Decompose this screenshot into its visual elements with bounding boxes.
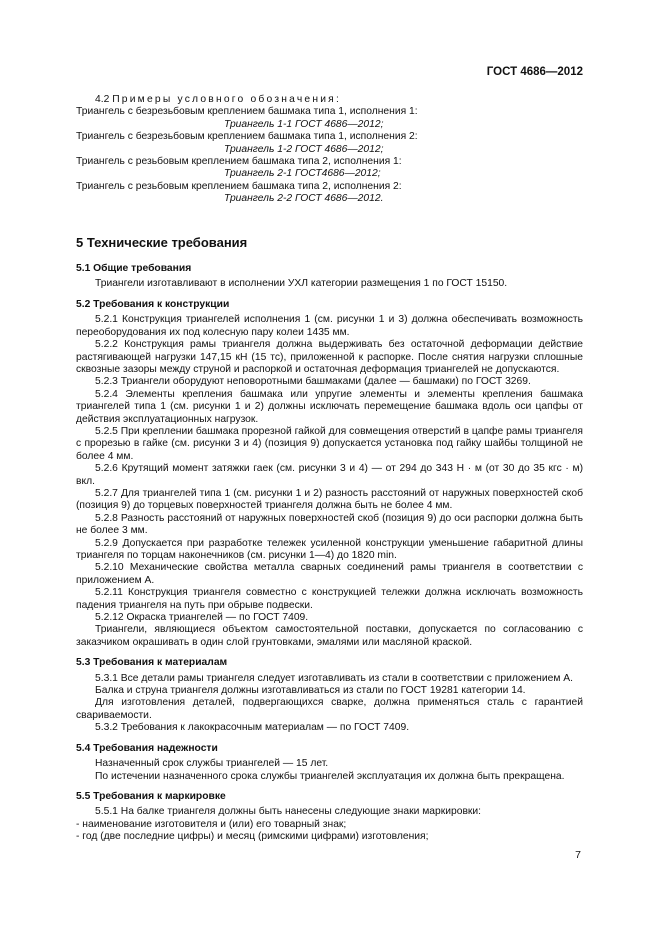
example-desc-3: Триангель с резьбовым креплением башмака типа 2, исполнения 1: <box>76 156 402 168</box>
example-desc-4: Триангель с резьбовым креплением башмака типа 2, исполнения 2: <box>76 180 402 192</box>
paragraph-5-2-3: 5.2.3 Триангели оборудуют неповоротными башмаками (далее — башмаки) по ГОСТ 3269. <box>95 376 531 388</box>
paragraph-5-1: Триангели изготавливают в исполнении УХЛ категории размещения 1 по ГОСТ 15150. <box>95 278 508 290</box>
section-5-2-title: 5.2 Требования к конструкции <box>76 298 230 310</box>
example-desc-1: Триангель с безрезьбовым креплением башмака типа 1, исполнения 1: <box>76 106 418 118</box>
section-5-3-title: 5.3 Требования к материалам <box>76 657 228 669</box>
section-5-4-title: 5.4 Требования надежности <box>76 742 218 754</box>
example-code-4: Триангель 2-2 ГОСТ 4686—2012. <box>224 193 384 205</box>
example-code-3: Триангель 2-1 ГОСТ4686—2012; <box>224 168 381 180</box>
paragraph-5-2-5: 5.2.5 При креплении башмака прорезной гайкой для совмещения отверстий в цапфе рамы триангеля с прорезью в гайке (см. рисунки 3 и 4) (позиция 9) допускается установка под гайку шайбы толщиной не более 4 мм. <box>76 425 583 462</box>
page-number: 7 <box>575 849 581 861</box>
paragraph-5-2-7: 5.2.7 Для триангелей типа 1 (см. рисунки 1 и 2) разность расстояний от наружных поверхностей скоб (позиция 9) до торцевых поверхностей триангеля должна быть не более 4 мм. <box>76 487 583 512</box>
section-5-1-title: 5.1 Общие требования <box>76 263 192 275</box>
paragraph-5-2-2: 5.2.2 Конструкция рамы триангеля должна выдерживать без остаточной деформации действие растягивающей нагрузки 147,15 кН (15 тс), приложенной к распорке. После снятия нагрузки сплошные сквозные зазоры между струной и распоркой и остаточная деформация триангелей не допускаются. <box>76 339 583 375</box>
paragraph-5-2-8: 5.2.8 Разность расстояний от наружных поверхностей скоб (позиция 9) до оси распорки должна быть не более 3 мм. <box>76 512 583 537</box>
paragraph-5-3-1: 5.3.1 Все детали рамы триангеля следует изготавливать из стали в соответствии с приложением А. <box>95 672 573 684</box>
paragraph-5-3-1-c: Для изготовления деталей, подвергающихся сварке, должна применяться сталь с гарантией свариваемости. <box>76 697 583 721</box>
paragraph-5-2-6: 5.2.6 Крутящий момент затяжки гаек (см. рисунки 3 и 4) — от 294 до 343 Н · м (от 30 до 35 кгс · м) вкл. <box>76 463 583 487</box>
example-code-1: Триангель 1-1 ГОСТ 4686—2012; <box>224 118 384 130</box>
paragraph-5-2-10: 5.2.10 Механические свойства металла сварных соединений рамы триангеля в соответствии с приложением А. <box>76 562 583 586</box>
paragraph-5-5-1: 5.5.1 На балке триангеля должны быть нанесены следующие знаки маркировки: <box>95 806 482 818</box>
paragraph-5-3-1-b: Балка и струна триангеля должны изготавливаться из стали по ГОСТ 19281 категории 14. <box>95 685 526 697</box>
paragraph-5-2-11: 5.2.11 Конструкция триангеля совместно с конструкцией тележки должна исключать возможность падения триангеля на путь при обрыве подвески. <box>76 587 583 611</box>
paragraph-5-2-1: 5.2.1 Конструкция триангелей исполнения 1 (см. рисунки 1 и 3) должна обеспечивать возможность переоборудования их под колесную пару колеи 1435 мм. <box>76 314 583 338</box>
standard-header: ГОСТ 4686—2012 <box>486 66 583 78</box>
examples-heading-number: 4.2 <box>95 94 110 105</box>
page-content <box>76 94 583 844</box>
example-code-2: Триангель 1-2 ГОСТ 4686—2012; <box>224 143 384 155</box>
paragraph-5-2-4: 5.2.4 Элементы крепления башмака или упругие элементы и элементы крепления башмака триангелей типа 1 (см. рисунки 1 и 2) должны исключать перемещение башмака вдоль оси цапфы от действия эксплуатационных нагрузок. <box>76 388 583 425</box>
paragraph-5-4-b: По истечении назначенного срока службы триангелей эксплуатация их должна быть прекращена. <box>95 770 565 782</box>
paragraph-5-2-9: 5.2.9 Допускается при разработке тележек усиленной конструкции уменьшение габаритной длины триангеля по торцам наконечников (см. рисунки 1—4) до 1820 min. <box>76 537 583 561</box>
paragraph-5-2-12-note: Триангели, являющиеся объектом самостоятельной поставки, допускается по согласованию с заказчиком окрашивать в один слой грунтовками, эмалями или масляной краской. <box>76 624 583 648</box>
examples-heading <box>76 94 583 106</box>
paragraph-5-2-12: 5.2.12 Окраска триангелей — по ГОСТ 7409. <box>95 612 309 624</box>
section-5-title: 5 Технические требования <box>76 234 248 250</box>
example-desc-2: Триангель с безрезьбовым креплением башмака типа 1, исполнения 2: <box>76 131 418 143</box>
section-5-5-title: 5.5 Требования к маркировке <box>76 790 226 802</box>
paragraph-5-4-a: Назначенный срок службы триангелей — 15 лет. <box>95 758 329 770</box>
paragraph-5-3-2: 5.3.2 Требования к лакокрасочным материалам — по ГОСТ 7409. <box>95 722 410 734</box>
examples-heading-text: Примеры условного обозначения: <box>112 94 342 105</box>
list-item: - наименование изготовителя и (или) его товарный знак; <box>76 818 347 830</box>
list-item: - год (две последние цифры) и месяц (римскими цифрами) изготовления; <box>76 831 429 843</box>
